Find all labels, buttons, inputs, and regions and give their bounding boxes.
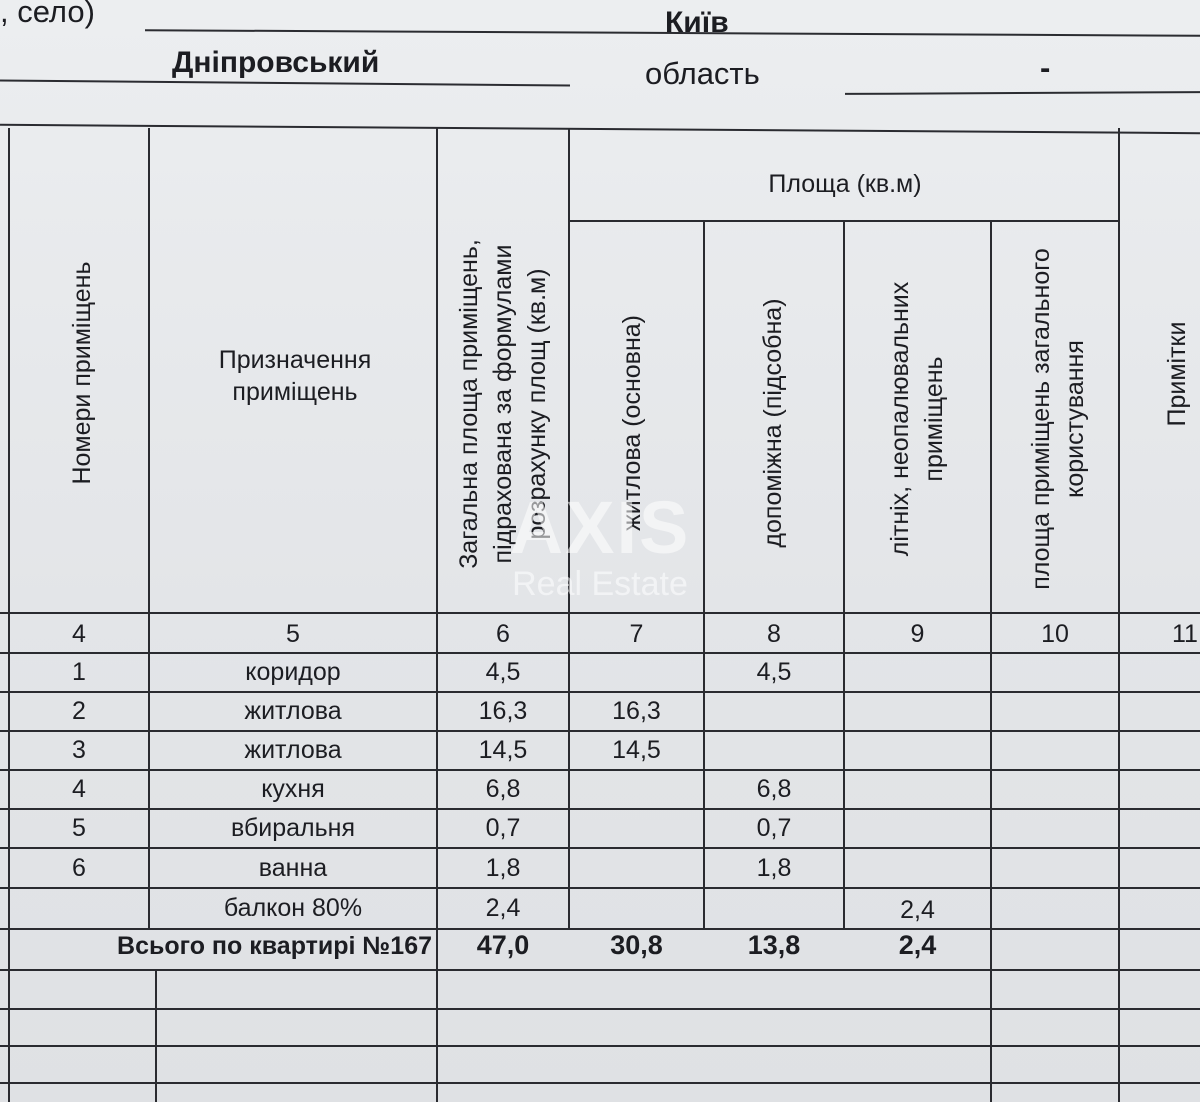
settlement-suffix: , село) (0, 0, 95, 29)
row-line-1 (0, 691, 1200, 693)
totals-aux: 13,8 (747, 930, 801, 960)
colnum-8: 8 (767, 620, 781, 648)
row-line-3 (0, 769, 1200, 771)
table-top-border (0, 124, 1200, 134)
watermark-sub: Real Estate (512, 565, 688, 603)
row-line-5 (0, 847, 1200, 849)
row-6-total: 1,8 (485, 854, 521, 882)
row-1-aux: 4,5 (756, 658, 792, 686)
row-7-purpose: балкон 80% (223, 894, 363, 922)
row-2-number: 2 (72, 697, 86, 725)
row-3-living: 14,5 (612, 736, 661, 764)
row-6-purpose: ванна (258, 854, 328, 882)
row-5-total: 0,7 (485, 814, 521, 842)
region-underline (845, 91, 1200, 95)
totals-total: 47,0 (476, 930, 530, 960)
col-border-10 (1118, 128, 1120, 1102)
row-6-aux: 1,8 (756, 854, 792, 882)
row-1-total: 4,5 (485, 658, 521, 686)
header-notes: Примітки (1163, 321, 1191, 427)
colnum-6: 6 (496, 620, 510, 648)
district-value: Дніпровський (172, 46, 380, 79)
watermark-brand: AXIS (509, 486, 691, 569)
premises-table (0, 128, 1200, 1102)
row-7-summer: 2,4 (900, 896, 935, 924)
colnum-7: 7 (629, 620, 644, 648)
col-border-4-lower (155, 969, 157, 1102)
header-area-group: Площа (кв.м) (768, 170, 922, 198)
city-value: Київ (665, 6, 729, 39)
row-2-purpose: житлова (244, 697, 342, 725)
header-auxiliary-area: допоміжна (підсобна) (759, 298, 787, 548)
region-value: - (1040, 50, 1051, 85)
header-total-area: Загальна площа приміщень, підрахована за формулами розрахунку площ (кв.м) (455, 239, 551, 569)
colnum-10: 10 (1041, 620, 1069, 648)
totals-label: Всього по квартирі №167 (117, 932, 432, 960)
row-line-9 (0, 1008, 1200, 1010)
row-line-10 (0, 1045, 1200, 1047)
row-2-total: 16,3 (478, 697, 528, 725)
row-6-number: 6 (72, 854, 86, 882)
header-room-numbers: Номери приміщень (68, 261, 96, 485)
header-living-area: житлова (основна) (618, 315, 646, 531)
totals-summer: 2,4 (898, 930, 937, 960)
row-3-purpose: житлова (244, 736, 342, 764)
row-line-2 (0, 730, 1200, 732)
totals-living: 30,8 (610, 930, 663, 960)
colnum-9: 9 (910, 620, 925, 648)
row-1-number: 1 (72, 658, 86, 686)
colnum-5: 5 (286, 620, 300, 648)
col-border-4 (148, 128, 150, 928)
row-5-purpose: вбиральня (230, 814, 356, 842)
header-summer-area: літніх, неопалювальних приміщень (886, 281, 948, 557)
header-common-area: площа приміщень загального користування (1027, 248, 1089, 590)
row-line-6 (0, 887, 1200, 889)
colnum-bottom-line (0, 652, 1200, 654)
region-label: область (645, 56, 760, 91)
col-border-9 (990, 222, 992, 1102)
col-border-8 (843, 222, 845, 928)
col-border-6 (568, 128, 570, 928)
district-underline (0, 80, 570, 87)
row-7-total: 2,4 (485, 894, 521, 922)
row-1-purpose: коридор (245, 658, 341, 686)
row-4-aux: 6,8 (756, 775, 792, 803)
row-5-aux: 0,7 (756, 814, 792, 842)
row-line-8 (0, 969, 1200, 971)
row-3-total: 14,5 (478, 736, 528, 764)
row-4-total: 6,8 (485, 775, 521, 803)
row-4-number: 4 (72, 775, 86, 803)
row-3-number: 3 (72, 736, 86, 764)
row-line-11 (0, 1082, 1200, 1084)
row-2-living: 16,3 (612, 697, 661, 725)
row-4-purpose: кухня (261, 775, 325, 803)
header-room-purpose: Призначення приміщень (218, 346, 372, 406)
row-line-4 (0, 808, 1200, 810)
header-bottom-line (0, 612, 1200, 614)
row-5-number: 5 (72, 814, 86, 842)
colnum-11: 11 (1172, 620, 1198, 648)
colnum-4: 4 (72, 620, 86, 648)
